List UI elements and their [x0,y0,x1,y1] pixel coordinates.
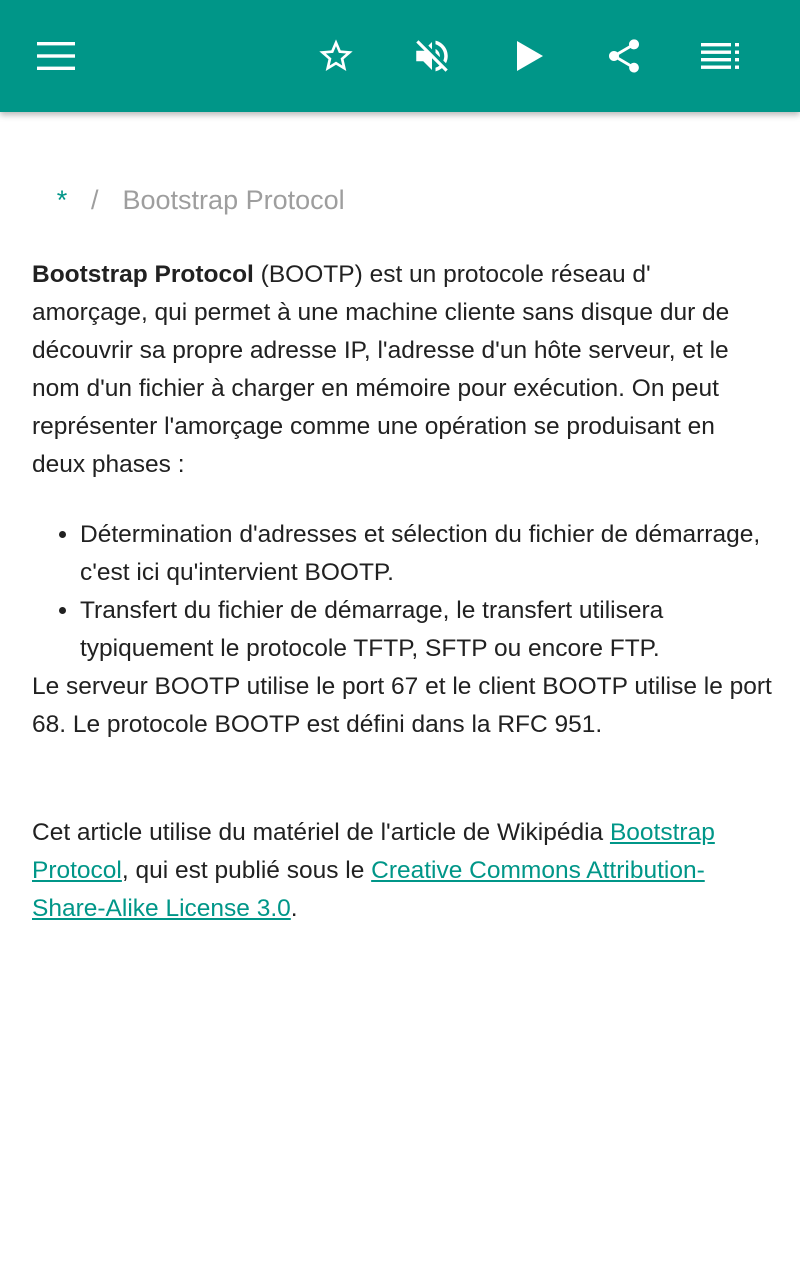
intro-paragraph [32,256,772,484]
article-subject: Bootstrap Protocol [32,261,254,288]
list-item: • Détermination d'adresses et sélection du fichier de démarrage, c'est ici qu'intervient BOOTP. [80,516,772,592]
attribution-prefix: Cet article utilise du matériel de l'article de Wikipédia [32,819,610,846]
list-item: • Transfert du fichier de démarrage, le transfert utilisera typiquement le protocole TFTP, SFTP ou encore FTP. [80,592,772,668]
menu-icon [37,42,75,70]
share-button[interactable] [584,16,664,96]
favorite-button[interactable] [296,16,376,96]
attribution-suffix: . [290,895,298,922]
menu-button[interactable] [16,16,96,96]
wikipedia-source-link[interactable]: Bootstrap Protocol [32,819,715,884]
article-body [32,256,772,928]
breadcrumb-separator: / [91,185,99,215]
play-button[interactable] [490,16,570,96]
mute-button[interactable] [392,16,472,96]
license-link[interactable]: Creative Commons Attribution-Share-Alike License 3.0 [32,857,705,922]
share-icon [604,36,644,76]
breadcrumb [54,180,345,220]
attribution-middle: , qui est publié sous le [121,857,372,884]
attribution-paragraph [32,814,772,928]
table-of-contents-icon [701,43,739,69]
intro-text: (BOOTP) est un protocole réseau d' amorçage, qui permet à une machine cliente sans disque dur de découvrir sa propre adresse IP, l'adresse d'un hôte serveur, et le nom d'un fichier à charger en mémoire pour exécution. On peut représenter l'amorçage comme une opération se produisant en deux phases : [32,261,730,478]
volume-off-icon [411,35,453,77]
app-bar [0,0,800,112]
table-of-contents-button[interactable] [680,16,760,96]
star-outline-icon [316,36,356,76]
play-icon [517,41,543,71]
phases-list [32,516,772,668]
ports-paragraph: Le serveur BOOTP utilise le port 67 et le client BOOTP utilise le port 68. Le protocole BOOTP est défini dans la RFC 951. [32,673,772,738]
breadcrumb-home-link[interactable]: * [56,185,68,215]
breadcrumb-current: Bootstrap Protocol [122,185,345,215]
